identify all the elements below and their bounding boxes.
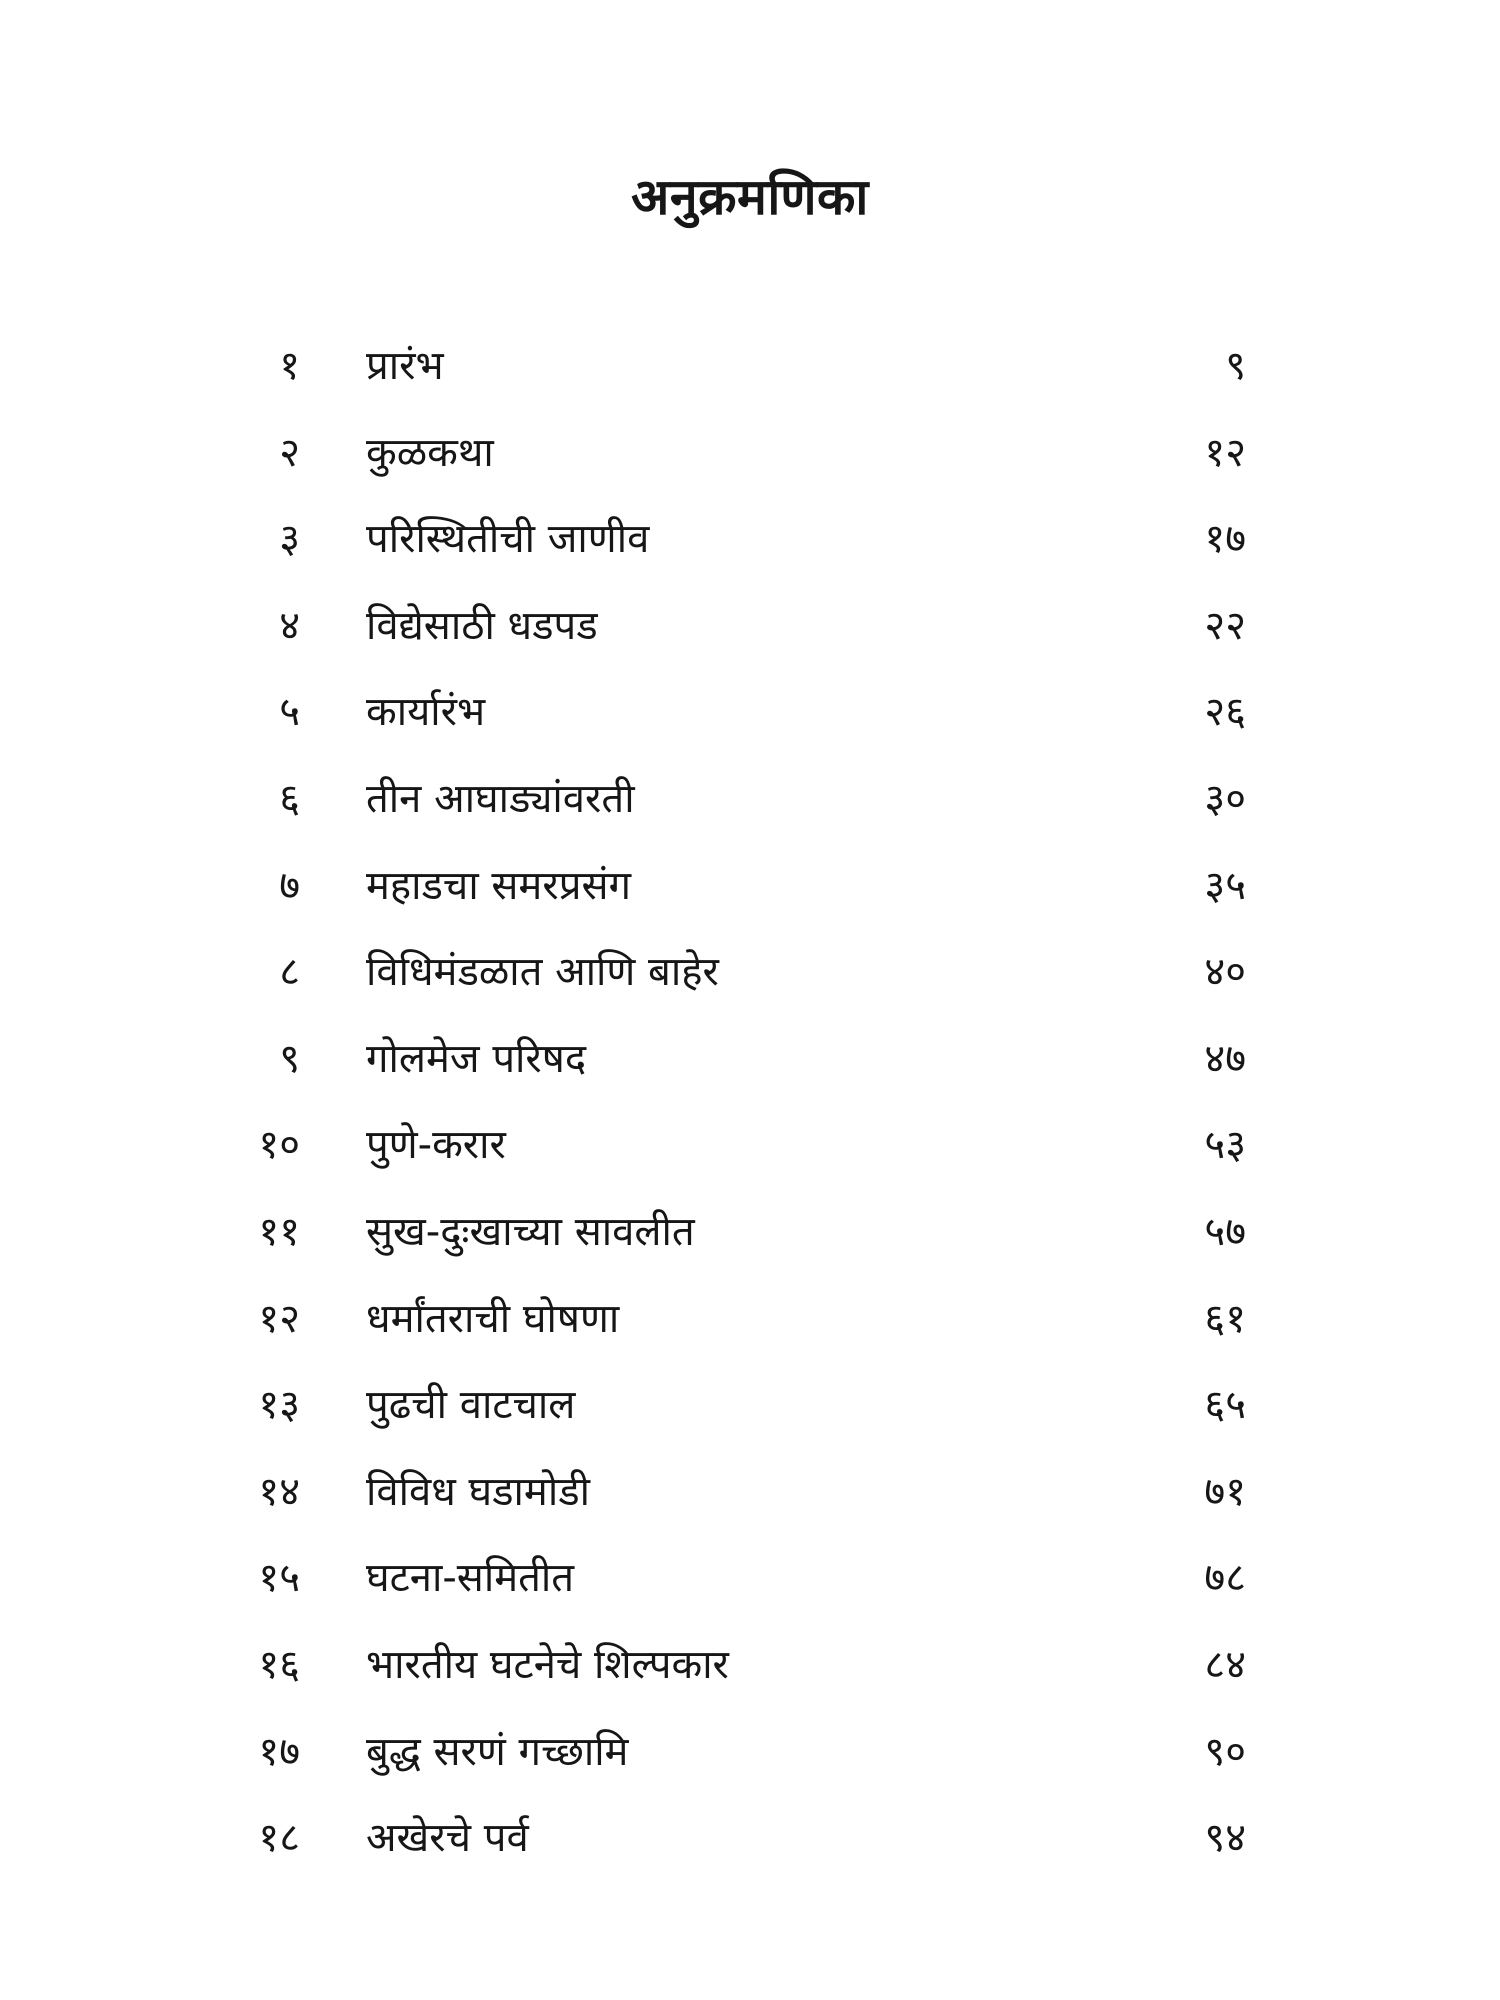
chapter-title: घटना-समितीत bbox=[366, 1555, 575, 1602]
page-number: ९० bbox=[1204, 1728, 1246, 1775]
chapter-number: ९ bbox=[279, 1035, 300, 1082]
chapter-number: १५ bbox=[258, 1555, 300, 1602]
toc-entry bbox=[0, 1202, 1500, 1289]
chapter-number: १० bbox=[258, 1122, 300, 1169]
page-number: ९ bbox=[1225, 343, 1246, 389]
chapter-title: विविध घडामोडी bbox=[366, 1468, 590, 1515]
chapter-title: तीन आघाड्यांवरती bbox=[366, 775, 635, 822]
chapter-title: विधिमंडळात आणि बाहेर bbox=[366, 949, 719, 996]
chapter-number: १२ bbox=[258, 1295, 300, 1342]
page-number: ३० bbox=[1204, 775, 1246, 822]
toc-entry bbox=[0, 1115, 1500, 1202]
toc-entry bbox=[0, 596, 1500, 683]
page-number: ८४ bbox=[1204, 1641, 1246, 1688]
chapter-title: प्रारंभ bbox=[366, 343, 444, 389]
chapter-number: ८ bbox=[279, 949, 300, 996]
page-number: ५७ bbox=[1204, 1208, 1246, 1255]
chapter-number: १८ bbox=[258, 1815, 300, 1862]
toc-entry bbox=[0, 856, 1500, 943]
page-number: १२ bbox=[1204, 429, 1246, 476]
chapter-title: गोलमेज परिषद bbox=[366, 1035, 587, 1082]
page-number: ६१ bbox=[1204, 1295, 1246, 1342]
chapter-number: ५ bbox=[279, 689, 300, 736]
page-number: ४० bbox=[1204, 949, 1246, 996]
toc-entry bbox=[0, 423, 1500, 510]
toc-entry bbox=[0, 942, 1500, 1029]
toc-entry bbox=[0, 1635, 1500, 1722]
page-number: १७ bbox=[1204, 516, 1246, 563]
chapter-number: २ bbox=[279, 429, 300, 476]
chapter-number: १४ bbox=[258, 1468, 300, 1515]
chapter-number: १६ bbox=[258, 1641, 300, 1688]
chapter-title: पुढची वाटचाल bbox=[366, 1382, 576, 1429]
toc-entry bbox=[0, 509, 1500, 596]
chapter-title: विद्येसाठी धडपड bbox=[366, 602, 598, 649]
page-number: २६ bbox=[1204, 689, 1246, 736]
toc-entry bbox=[0, 1548, 1500, 1635]
chapter-title: कार्यारंभ bbox=[366, 689, 486, 736]
chapter-title: अखेरचे पर्व bbox=[366, 1815, 529, 1862]
page-number: ७८ bbox=[1204, 1555, 1246, 1602]
chapter-title: महाडचा समरप्रसंग bbox=[366, 862, 632, 909]
page-number: ४७ bbox=[1204, 1035, 1246, 1082]
toc-entry bbox=[0, 1289, 1500, 1376]
page-number: ६५ bbox=[1204, 1382, 1246, 1429]
chapter-title: पुणे-करार bbox=[366, 1122, 506, 1169]
page-number: ९४ bbox=[1204, 1815, 1246, 1862]
chapter-title: सुख-दुःखाच्या सावलीत bbox=[366, 1208, 695, 1255]
chapter-number: ४ bbox=[279, 602, 300, 649]
table-of-contents bbox=[0, 336, 1500, 1895]
chapter-number: ७ bbox=[279, 862, 300, 909]
toc-entry bbox=[0, 1029, 1500, 1116]
chapter-number: १७ bbox=[258, 1728, 300, 1775]
toc-entry bbox=[0, 769, 1500, 856]
chapter-title: बुद्ध सरणं गच्छामि bbox=[366, 1728, 629, 1775]
page-number: २२ bbox=[1204, 602, 1246, 649]
toc-entry bbox=[0, 1808, 1500, 1895]
toc-entry bbox=[0, 1375, 1500, 1462]
chapter-title: धर्मांतराची घोषणा bbox=[366, 1295, 620, 1342]
chapter-title: कुळकथा bbox=[366, 429, 494, 476]
chapter-number: १ bbox=[279, 343, 300, 389]
page-number: ३५ bbox=[1204, 862, 1246, 909]
chapter-number: १३ bbox=[258, 1382, 300, 1429]
toc-entry bbox=[0, 682, 1500, 769]
chapter-title: परिस्थितीची जाणीव bbox=[366, 516, 650, 563]
chapter-number: ११ bbox=[258, 1208, 300, 1255]
page-number: ५३ bbox=[1204, 1122, 1246, 1169]
toc-entry bbox=[0, 1722, 1500, 1809]
toc-entry bbox=[0, 1462, 1500, 1549]
chapter-title: भारतीय घटनेचे शिल्पकार bbox=[366, 1641, 729, 1688]
page-title: अनुक्रमणिका bbox=[631, 167, 869, 226]
toc-entry bbox=[0, 336, 1500, 423]
chapter-number: ६ bbox=[279, 775, 300, 822]
page-number: ७१ bbox=[1204, 1468, 1246, 1515]
chapter-number: ३ bbox=[279, 516, 300, 563]
